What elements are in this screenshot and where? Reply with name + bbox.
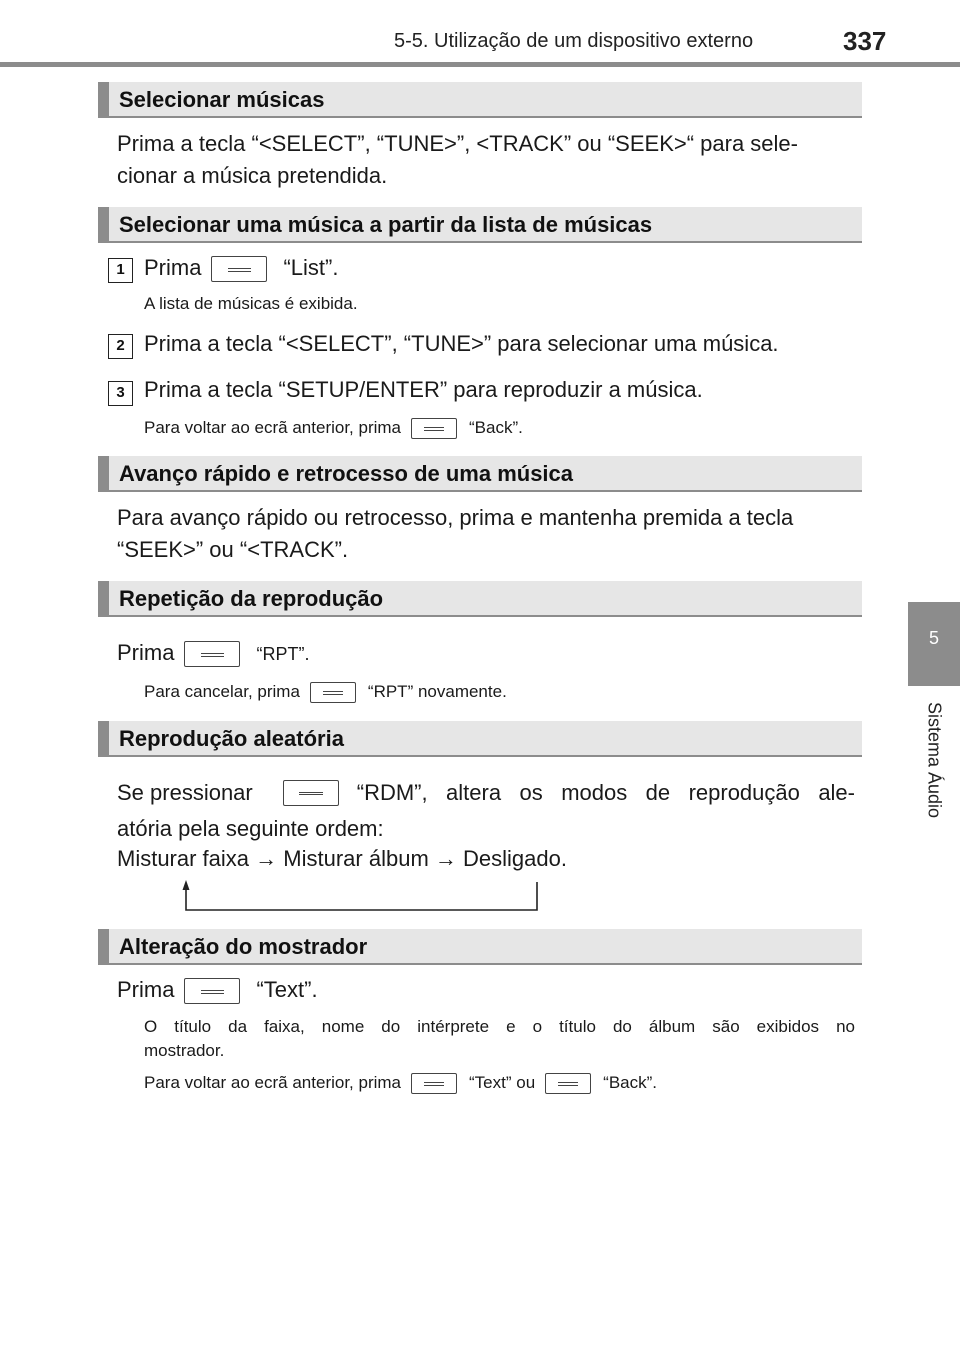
paragraph-line — [117, 637, 309, 670]
chapter-tab-label: Sistema Áudio — [924, 701, 945, 819]
section-title: Reprodução aleatória — [119, 726, 344, 751]
paragraph-note — [144, 680, 507, 704]
note-suffix: “Back”. — [469, 418, 523, 437]
menu-button-icon — [411, 418, 457, 439]
text-suffix: “RPT”. — [256, 644, 310, 664]
section-heading — [98, 721, 862, 757]
arrow-right-icon: → — [255, 846, 278, 871]
paragraph-line: Prima a tecla “<SELECT”, “TUNE>”, <TRACK” ou “SEEK>“ para sele- — [117, 131, 798, 156]
paragraph-note: mostrador. — [144, 1041, 225, 1060]
note-prefix: Para voltar ao ecrã anterior, prima — [144, 1073, 402, 1092]
step-number-box: 1 — [108, 258, 133, 283]
step-number-box: 3 — [108, 381, 133, 406]
text-prefix: Prima — [117, 977, 175, 1002]
sequence-item: Misturar álbum — [283, 846, 429, 871]
text-suffix: “Text”. — [256, 977, 318, 1002]
header-rule — [0, 62, 960, 67]
paragraph-line — [117, 777, 855, 809]
step-note — [144, 416, 523, 440]
note-prefix: Para voltar ao ecrã anterior, prima — [144, 418, 402, 437]
note-suffix: “RPT” novamente. — [367, 682, 507, 701]
section-heading — [98, 581, 862, 617]
step-text: Prima a tecla “<SELECT”, “TUNE>” para selecionar uma música. — [144, 331, 779, 356]
paragraph-line: atória pela seguinte ordem: — [117, 816, 384, 841]
menu-button-icon — [310, 682, 356, 703]
chapter-title: 5-5. Utilização de um dispositivo externo — [394, 30, 754, 52]
paragraph-line — [117, 974, 318, 1006]
text-prefix: Prima — [117, 640, 175, 665]
paragraph-line: cionar a música pretendida. — [117, 163, 388, 188]
loop-back-arrow-icon — [170, 878, 550, 918]
menu-button-icon — [411, 1073, 457, 1094]
step-note: A lista de músicas é exibida. — [144, 294, 358, 313]
note-prefix: Para cancelar, prima — [144, 682, 300, 701]
section-heading — [98, 456, 862, 492]
section-heading — [98, 207, 862, 243]
paragraph-note: O título da faixa, nome do intérprete e o título do álbum são exibidos no — [144, 1017, 855, 1036]
arrow-right-icon: → — [434, 846, 457, 871]
section-title: Avanço rápido e retrocesso de uma música — [119, 461, 574, 486]
paragraph-note — [144, 1071, 657, 1095]
menu-button-icon — [283, 780, 339, 806]
chapter-tab-number: 5 — [928, 628, 939, 648]
section-heading — [98, 929, 862, 965]
sequence-line — [117, 843, 567, 875]
step-text-prefix: Prima — [144, 255, 202, 280]
paragraph-line: “SEEK>” ou “<TRACK”. — [117, 537, 349, 562]
menu-button-icon — [545, 1073, 591, 1094]
step-text — [144, 252, 338, 284]
paragraph-line: Para avanço rápido ou retrocesso, prima e mantenha premida a tecla — [117, 505, 794, 530]
step-text-suffix: “List”. — [283, 255, 339, 280]
page-number: 337 — [843, 26, 887, 56]
note-mid: “Text” ou — [469, 1073, 536, 1092]
text-suffix: “RDM”, altera os modos de reprodução ale- — [356, 780, 855, 805]
step-text: Prima a tecla “SETUP/ENTER” para reproduzir a música. — [144, 377, 703, 402]
sequence-item: Misturar faixa — [117, 846, 250, 871]
section-title: Selecionar músicas — [119, 87, 325, 112]
menu-button-icon — [184, 978, 240, 1004]
menu-button-icon — [211, 256, 267, 282]
menu-button-icon — [184, 641, 240, 667]
section-title: Selecionar uma música a partir da lista de músicas — [119, 212, 653, 237]
section-heading — [98, 82, 862, 118]
text-prefix: Se pressionar — [117, 780, 253, 805]
section-title: Alteração do mostrador — [119, 934, 368, 959]
step-number-box: 2 — [108, 334, 133, 359]
note-suffix: “Back”. — [603, 1073, 657, 1092]
section-title: Repetição da reprodução — [119, 586, 384, 611]
sequence-item: Desligado. — [463, 846, 567, 871]
